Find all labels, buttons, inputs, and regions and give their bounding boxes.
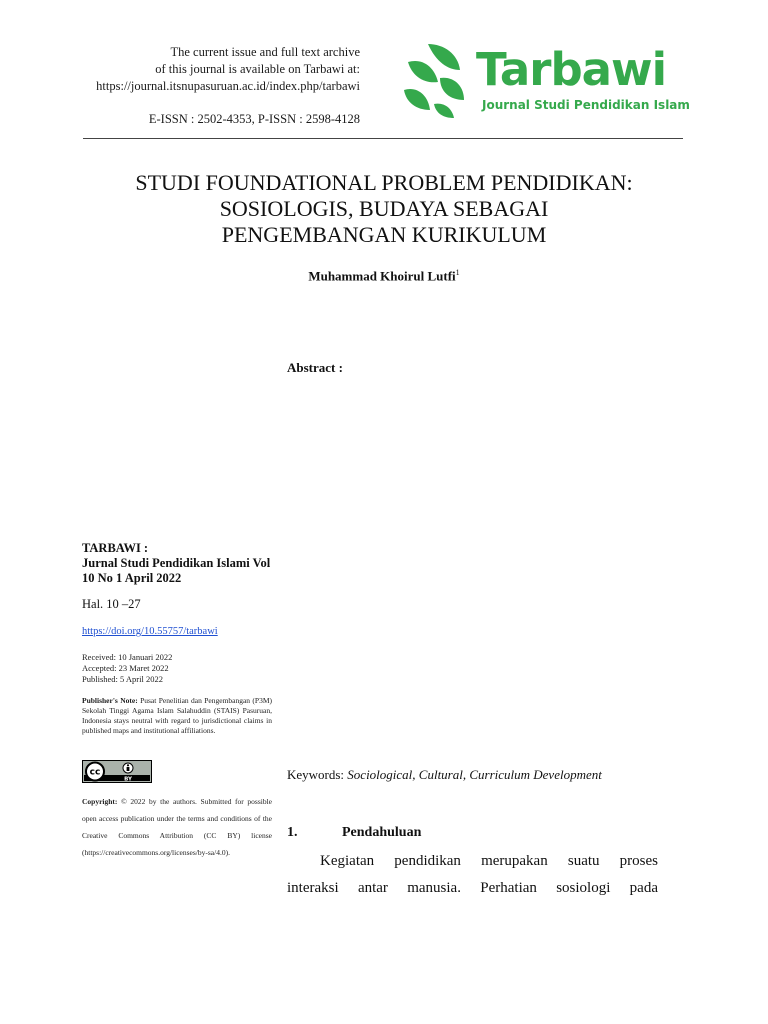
title-line-3: PENGEMBANGAN KURIKULUM bbox=[221, 222, 547, 247]
paper-title bbox=[84, 170, 684, 248]
author-affiliation-mark: 1 bbox=[455, 268, 460, 277]
issn: E-ISSN : 2502-4353, P-ISSN : 2598-4128 bbox=[148, 112, 360, 126]
tarbawi-logo bbox=[400, 40, 690, 120]
publisher-note bbox=[82, 696, 272, 736]
journal-line-2: 10 No 1 April 2022 bbox=[82, 571, 182, 585]
author bbox=[84, 268, 684, 284]
article-dates bbox=[82, 652, 172, 685]
journal-archive-info bbox=[60, 44, 360, 128]
journal-citation bbox=[82, 541, 282, 586]
accepted-date: Accepted: 23 Maret 2022 bbox=[82, 663, 169, 673]
copyright-notice bbox=[82, 793, 272, 861]
received-date: Received: 10 Januari 2022 bbox=[82, 652, 173, 662]
intro-paragraph bbox=[287, 848, 658, 902]
archive-line-2: of this journal is available on Tarbawi at: bbox=[155, 62, 360, 76]
copyright-label: Copyright: bbox=[82, 797, 118, 806]
journal-line-1: Jurnal Studi Pendidikan Islami Vol bbox=[82, 556, 271, 570]
leaf-logo-icon bbox=[400, 40, 470, 120]
copyright-text: © 2022 by the authors. Submitted for possible open access publication under the terms and conditions of the Creative Commons Attribution (CC BY) license (https://creativecommons.org/licenses/by-sa/4.0). bbox=[82, 797, 272, 857]
journal-label: TARBAWI : bbox=[82, 541, 149, 555]
header-divider bbox=[83, 138, 683, 139]
paragraph-line-1 bbox=[287, 848, 658, 875]
keywords-value: Sociological, Cultural, Curriculum Development bbox=[347, 767, 602, 782]
section-heading bbox=[287, 825, 421, 841]
archive-line-1: The current issue and full text archive bbox=[170, 45, 360, 59]
author-name: Muhammad Khoirul Lutfi bbox=[308, 268, 456, 284]
publisher-note-text: Pusat Penelitian dan Pengembangan (P3M) Sekolah Tinggi Agama Islam Salahuddin (STAIS) Pasuruan, Indonesia stays neutral with regard to jurisdictional claims in published maps and institutional affiliations. bbox=[82, 696, 273, 735]
publisher-note-label: Publisher's Note: bbox=[82, 696, 138, 705]
page-range: Hal. 10 –27 bbox=[82, 597, 141, 611]
logo-wordmark: Tarbawi bbox=[476, 43, 667, 96]
cc-icon: cc bbox=[89, 767, 101, 778]
title-line-2: SOSIOLOGIS, BUDAYA SEBAGAI bbox=[219, 196, 549, 221]
by-icon: BY bbox=[124, 776, 132, 783]
published-date: Published: 5 April 2022 bbox=[82, 674, 163, 684]
cc-by-license-badge[interactable] bbox=[82, 760, 152, 783]
doi-link[interactable]: https://doi.org/10.55757/tarbawi bbox=[82, 626, 218, 637]
archive-url[interactable]: https://journal.itsnupasuruan.ac.id/index.php/tarbawi bbox=[96, 79, 360, 93]
paragraph-line-1-text: Kegiatan pendidikan merupakan suatu proses bbox=[320, 853, 658, 869]
keywords bbox=[287, 767, 602, 783]
title-line-1: STUDI FOUNDATIONAL PROBLEM PENDIDIKAN: bbox=[135, 170, 633, 195]
section-title: Pendahuluan bbox=[342, 825, 422, 840]
section-number: 1. bbox=[287, 825, 298, 840]
abstract-label: Abstract : bbox=[287, 360, 343, 375]
logo-subtitle: Journal Studi Pendidikan Islam bbox=[482, 98, 690, 112]
paragraph-line-2: interaksi antar manusia. Perhatian sosiologi pada bbox=[287, 880, 658, 896]
keywords-label: Keywords: bbox=[287, 767, 345, 782]
